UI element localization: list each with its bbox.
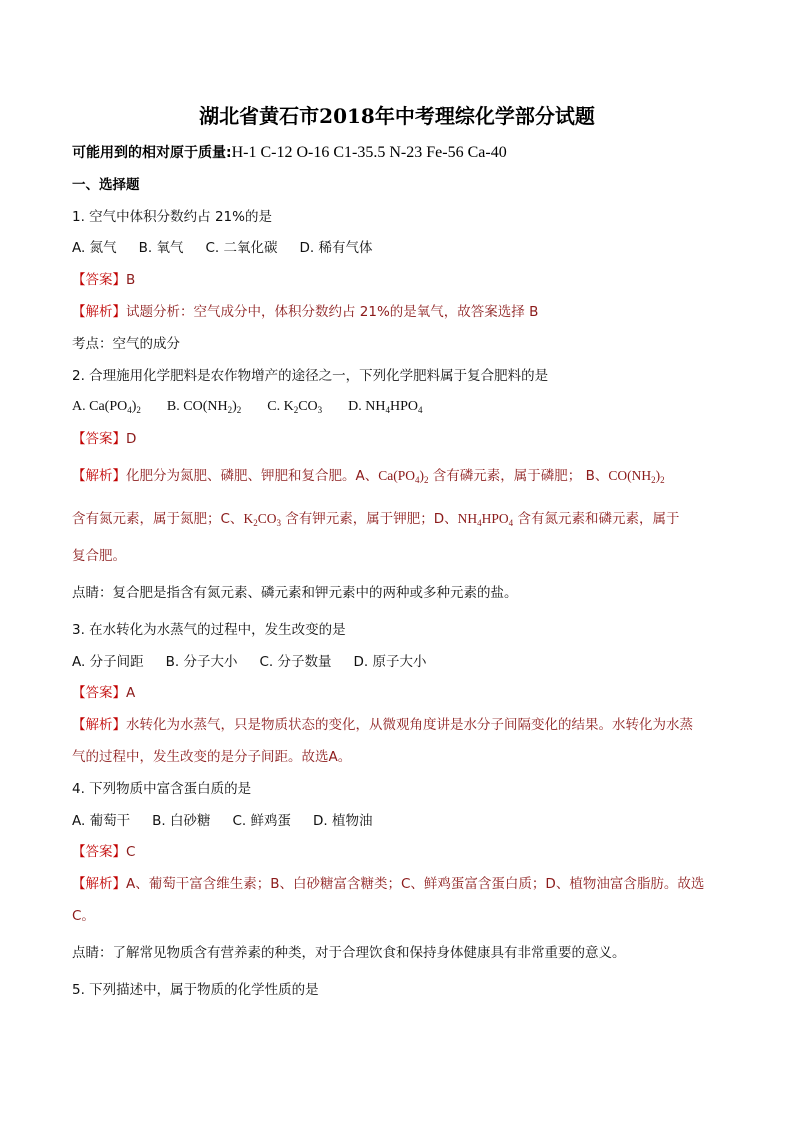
q3-analysis-line1: 【解析】水转化为水蒸气，只是物质状态的变化，从微观角度讲是水分子间隔变化的结果。水转化为水蒸 <box>72 717 693 733</box>
q3-options <box>72 653 448 671</box>
analysis-tag: 【解析】 <box>72 304 126 320</box>
formula-co-nh2-2: $CO(NH_2)_2$ <box>608 468 665 485</box>
q2-analysis-line2: 含有氮元素，属于氮肥；C、$K_2CO_3$ 含有钾元素，属于钾肥；D、$NH_4HPO_4$ 含有氮元素和磷元素，属于 <box>72 511 680 528</box>
q4-dianjing <box>72 944 626 962</box>
q3-option-d: D. 原子大小 <box>353 654 427 670</box>
q2-dianjing <box>72 584 518 602</box>
formula-ca-po4-2: $Ca(PO_4)_2$ <box>378 468 429 485</box>
q3-option-a: A. 分子间距 <box>72 654 144 670</box>
q2-analysis-line3: 复合肥。 <box>72 548 126 564</box>
q4-option-a: A. 葡萄干 <box>72 813 131 829</box>
q1-analysis <box>72 303 538 321</box>
q1-answer-value: B <box>126 272 136 288</box>
q4-analysis-line1: 【解析】A、葡萄干富含维生素；B、白砂糖富含糖类；C、鲜鸡蛋富含蛋白质；D、植物油富含脂肪。故选 <box>72 876 705 892</box>
q4-stem: 4. 下列物质中富含蛋白质的是 <box>72 781 252 797</box>
q2-option-c: C. $K_2CO_3$ <box>267 399 323 415</box>
q1-stem: 1. 空气中体积分数约占 21%的是 <box>72 209 272 225</box>
formula-nh4hpo4: $NH_4HPO_4$ <box>457 511 514 528</box>
answer-tag: 【答案】 <box>72 685 126 701</box>
q4-answer <box>72 843 135 861</box>
q4-option-d: D. 植物油 <box>312 813 373 829</box>
q1-answer <box>72 271 135 289</box>
q2-stem: 2. 合理施用化学肥料是农作物增产的途径之一，下列化学肥料属于复合肥料的是 <box>72 368 549 384</box>
q2-option-b: B. $CO(NH_2)_2$ <box>166 399 242 415</box>
q4-options <box>72 812 394 830</box>
q3-analysis-line2: 气的过程中，发生改变的是分子间距。故选A。 <box>72 749 352 765</box>
section-heading: 一、选择题 <box>72 177 140 193</box>
q2-option-a: A. $Ca(PO_4)_2$ <box>72 399 141 415</box>
dianjing-label: 点睛： <box>72 945 113 961</box>
q3-answer-value: A <box>126 685 136 701</box>
analysis-tag: 【解析】 <box>72 468 126 484</box>
q5-stem: 5. 下列描述中，属于物质的化学性质的是 <box>72 982 319 998</box>
analysis-tag: 【解析】 <box>72 717 126 733</box>
q2-answer-value: D <box>126 431 137 447</box>
q1-option-c: C. 二氧化碳 <box>205 240 278 256</box>
q4-option-c: C. 鲜鸡蛋 <box>232 813 291 829</box>
q3-option-b: B. 分子大小 <box>165 654 238 670</box>
q1-option-a: A. 氮气 <box>72 240 117 256</box>
kaodian-label: 考点： <box>72 336 113 352</box>
page-title: 湖北省黄石市2018年中考理综化学部分试题 <box>199 104 595 128</box>
dianjing-label: 点睛： <box>72 585 113 601</box>
formula-k2co3: $K_2CO_3$ <box>243 511 281 528</box>
q1-kaodian-text: 空气的成分 <box>112 336 180 352</box>
q3-answer <box>72 684 135 702</box>
q1-analysis-text: 试题分析：空气成分中，体积分数约占 21%的是氧气，故答案选择 B <box>126 304 539 320</box>
q4-analysis-line2: C。 <box>72 908 95 924</box>
q2-option-d: D. $NH_4HPO_4$ <box>348 399 423 415</box>
answer-tag: 【答案】 <box>72 844 126 860</box>
q1-options <box>72 239 394 257</box>
q4-dianjing-text: 了解常见物质含有营养素的种类，对于合理饮食和保持身体健康具有非常重要的意义。 <box>112 945 626 961</box>
analysis-tag: 【解析】 <box>72 876 126 892</box>
q3-option-c: C. 分子数量 <box>259 654 332 670</box>
atomic-mass-line <box>72 144 507 162</box>
q2-answer <box>72 430 136 448</box>
atomic-mass-values: H-1 C-12 O-16 C1-35.5 N-23 Fe-56 Ca-40 <box>231 144 507 161</box>
q2-analysis-line1: 【解析】化肥分为氮肥、磷肥、钾肥和复合肥。A、$Ca(PO_4)_2$ 含有磷元素，属于磷肥； B、$CO(NH_2)_2$ <box>72 468 665 485</box>
q4-option-b: B. 白砂糖 <box>152 813 211 829</box>
q1-kaodian <box>72 335 180 353</box>
atomic-mass-label: 可能用到的相对原于质量: <box>72 145 232 161</box>
q2-options <box>72 398 449 416</box>
q1-option-b: B. 氧气 <box>138 240 184 256</box>
q1-option-d: D. 稀有气体 <box>299 240 373 256</box>
q2-dianjing-text: 复合肥是指含有氮元素、磷元素和钾元素中的两种或多种元素的盐。 <box>112 585 518 601</box>
q4-answer-value: C <box>126 844 136 860</box>
q3-stem: 3. 在水转化为水蒸气的过程中，发生改变的是 <box>72 622 346 638</box>
answer-tag: 【答案】 <box>72 272 126 288</box>
answer-tag: 【答案】 <box>72 431 126 447</box>
